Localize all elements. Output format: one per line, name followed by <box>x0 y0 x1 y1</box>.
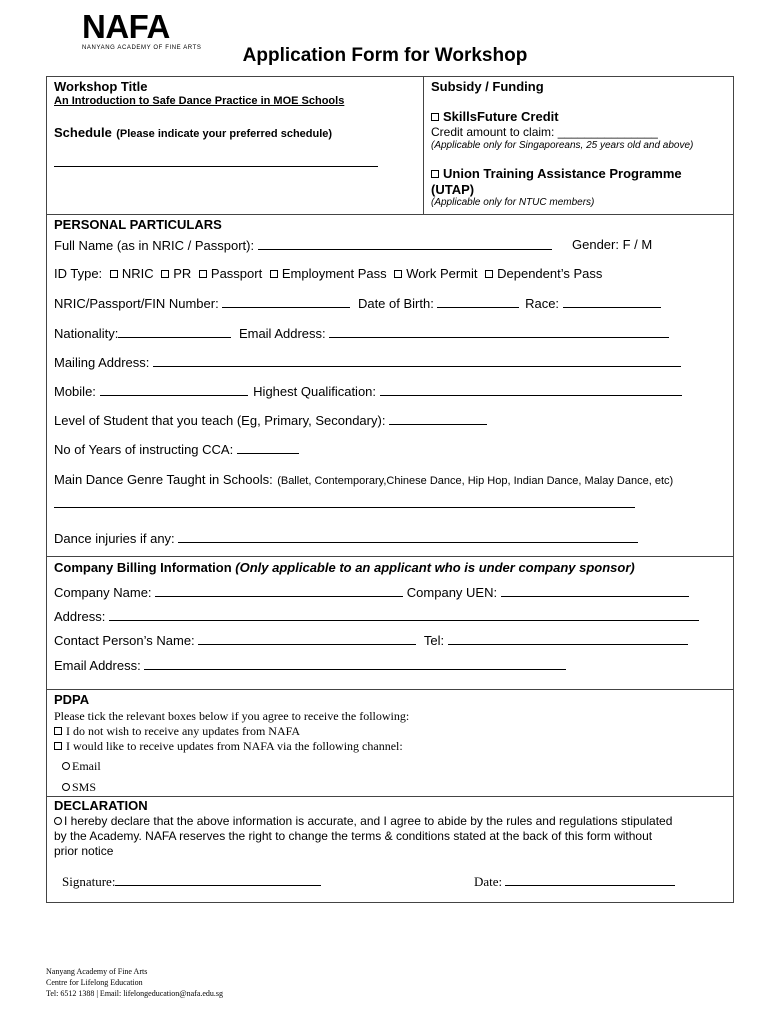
billing-heading-row <box>54 560 635 575</box>
dependents-pass-checkbox[interactable] <box>485 270 493 278</box>
full-name-row <box>54 237 552 253</box>
pdpa-opt-updates-label: I would like to receive updates from NAFA via the following channel: <box>66 739 403 753</box>
contact-field[interactable] <box>198 632 416 645</box>
section-divider-declaration <box>46 796 734 797</box>
skillsfuture-label: SkillsFuture Credit <box>443 109 559 124</box>
date-field[interactable] <box>505 873 675 886</box>
pdpa-heading: PDPA <box>54 692 90 707</box>
mobile-field[interactable] <box>100 383 248 396</box>
email-radio[interactable] <box>62 762 70 770</box>
pdpa-channel-sms[interactable] <box>62 780 96 795</box>
nric-label: NRIC <box>121 266 154 281</box>
billing-address-label: Address: <box>54 609 106 624</box>
id-option-employment-pass[interactable] <box>270 266 387 281</box>
mailing-field[interactable] <box>153 354 681 367</box>
logo-tagline: NANYANG ACADEMY OF FINE ARTS <box>82 45 202 51</box>
pdpa-opt-none[interactable] <box>54 724 300 739</box>
nric-checkbox[interactable] <box>110 270 118 278</box>
header-divider <box>423 76 424 214</box>
footer-line1: Nanyang Academy of Fine Arts <box>46 967 148 976</box>
years-cca-row <box>54 441 299 457</box>
email-label: Email Address: <box>238 326 326 341</box>
credit-amount-field[interactable]: Credit amount to claim: _______________ <box>431 125 658 139</box>
billing-email-row <box>54 657 566 673</box>
student-level-field[interactable] <box>389 412 487 425</box>
pdpa-opt-updates-checkbox[interactable] <box>54 742 62 750</box>
nric-number-field[interactable] <box>222 295 350 308</box>
employment-pass-label: Employment Pass <box>281 266 387 281</box>
work-permit-checkbox[interactable] <box>394 270 402 278</box>
pdpa-intro: Please tick the relevant boxes below if you agree to receive the following: <box>54 709 410 723</box>
email-field[interactable] <box>329 325 669 338</box>
id-type-row <box>54 266 602 281</box>
injuries-row <box>54 530 638 546</box>
utap-note: (Applicable only for NTUC members) <box>431 197 595 208</box>
contact-label: Contact Person’s Name: <box>54 633 195 648</box>
qualification-field[interactable] <box>380 383 682 396</box>
utap-checkbox[interactable] <box>431 170 439 178</box>
section-divider-pdpa <box>46 689 734 690</box>
mailing-label: Mailing Address: <box>54 355 150 370</box>
company-row <box>54 584 689 600</box>
logo-wordmark: NAFA <box>82 8 170 45</box>
billing-heading: Company Billing Information <box>54 560 232 575</box>
injuries-label: Dance injuries if any: <box>54 531 175 546</box>
workshop-title-value: An Introduction to Safe Dance Practice in MOE Schools <box>54 95 345 107</box>
signature-field[interactable] <box>115 873 321 886</box>
tel-label: Tel: <box>423 633 445 648</box>
full-name-label: Full Name (as in NRIC / Passport): <box>54 238 255 253</box>
footer <box>46 966 223 999</box>
student-level-row <box>54 412 487 428</box>
qualification-label: Highest Qualification: <box>253 384 377 399</box>
dependents-pass-label: Dependent’s Pass <box>497 266 603 281</box>
pr-checkbox[interactable] <box>161 270 169 278</box>
declaration-text-1: I hereby declare that the above information is accurate, and I agree to abide by the rules and regulations stipulated <box>64 814 673 828</box>
date-label: Date: <box>474 874 503 889</box>
gender-field[interactable]: Gender: F / M <box>572 237 653 252</box>
id-option-passport[interactable] <box>199 266 262 281</box>
declaration-line1[interactable] <box>54 814 672 828</box>
company-uen-label: Company UEN: <box>406 585 498 600</box>
nationality-row <box>54 325 669 341</box>
section-divider-personal <box>46 214 734 215</box>
schedule-hint: (Please indicate your preferred schedule) <box>116 128 333 140</box>
company-uen-field[interactable] <box>501 584 689 597</box>
nationality-label: Nationality: <box>54 326 119 341</box>
id-option-work-permit[interactable] <box>394 266 477 281</box>
id-option-dependents-pass[interactable] <box>485 266 602 281</box>
billing-address-field[interactable] <box>109 608 699 621</box>
pdpa-channel-email[interactable] <box>62 759 101 774</box>
declaration-radio[interactable] <box>54 817 62 825</box>
dance-genre-row <box>54 471 673 489</box>
pr-label: PR <box>173 266 192 281</box>
race-label: Race: <box>525 296 560 311</box>
utap-option[interactable] <box>431 166 682 181</box>
id-option-nric[interactable] <box>110 266 154 281</box>
billing-note: (Only applicable to an applicant who is under company sponsor) <box>235 560 635 575</box>
signature-row <box>62 873 321 890</box>
mobile-row <box>54 383 682 399</box>
contact-row <box>54 632 688 648</box>
declaration-heading: DECLARATION <box>54 798 148 813</box>
schedule-field[interactable] <box>54 154 378 167</box>
sms-radio[interactable] <box>62 783 70 791</box>
date-row <box>474 873 675 890</box>
race-field[interactable] <box>563 295 661 308</box>
dance-genre-label: Main Dance Genre Taught in Schools: <box>54 472 273 487</box>
dance-genre-examples: (Ballet, Contemporary,Chinese Dance, Hip Hop, Indian Dance, Malay Dance, etc) <box>277 475 674 487</box>
nric-number-row <box>54 295 661 311</box>
dance-genre-field[interactable] <box>54 495 635 508</box>
declaration-text-2: by the Academy. NAFA reserves the right to change the terms & conditions stated at the back of this form without <box>54 829 653 843</box>
billing-email-field[interactable] <box>144 657 566 670</box>
dob-label: Date of Birth: <box>357 296 434 311</box>
page-title: Application Form for Workshop <box>242 45 528 66</box>
full-name-field[interactable] <box>258 237 552 250</box>
id-option-pr[interactable] <box>161 266 191 281</box>
dob-field[interactable] <box>437 295 519 308</box>
declaration-text-3: prior notice <box>54 844 114 858</box>
mailing-row <box>54 354 681 370</box>
schedule-label: Schedule <box>54 125 112 140</box>
signature-label: Signature: <box>62 874 116 889</box>
nric-number-label: NRIC/Passport/FIN Number: <box>54 296 219 311</box>
nationality-field[interactable] <box>118 325 231 338</box>
section-divider-billing <box>46 556 734 557</box>
schedule-label-row <box>54 124 332 142</box>
years-cca-label: No of Years of instructing CCA: <box>54 442 234 457</box>
personal-heading: PERSONAL PARTICULARS <box>54 217 222 232</box>
form-frame <box>46 76 734 903</box>
pdpa-opt-none-checkbox[interactable] <box>54 727 62 735</box>
footer-line3: Tel: 6512 1388 | Email: lifelongeducation@nafa.edu.sg <box>46 989 224 998</box>
pdpa-opt-none-label: I do not wish to receive any updates from NAFA <box>66 724 301 738</box>
utap-label-line2: (UTAP) <box>431 182 475 197</box>
skillsfuture-option[interactable] <box>431 109 559 124</box>
subsidy-heading: Subsidy / Funding <box>431 79 544 94</box>
injuries-field[interactable] <box>178 530 638 543</box>
skillsfuture-note: (Applicable only for Singaporeans, 25 years old and above) <box>431 140 694 151</box>
years-cca-field[interactable] <box>237 441 299 454</box>
channel-email-label: Email <box>72 759 101 773</box>
tel-field[interactable] <box>448 632 688 645</box>
billing-email-label: Email Address: <box>54 658 141 673</box>
billing-address-row <box>54 608 699 624</box>
utap-label-line1: Union Training Assistance Programme <box>443 166 682 181</box>
skillsfuture-checkbox[interactable] <box>431 113 439 121</box>
passport-label: Passport <box>210 266 263 281</box>
company-name-field[interactable] <box>155 584 403 597</box>
passport-checkbox[interactable] <box>199 270 207 278</box>
mobile-label: Mobile: <box>54 384 96 399</box>
employment-pass-checkbox[interactable] <box>270 270 278 278</box>
work-permit-label: Work Permit <box>406 266 478 281</box>
pdpa-opt-updates[interactable] <box>54 739 403 754</box>
channel-sms-label: SMS <box>72 780 97 794</box>
footer-line2: Centre for Lifelong Education <box>46 978 143 987</box>
student-level-label: Level of Student that you teach (Eg, Primary, Secondary): <box>54 413 386 428</box>
workshop-title-label: Workshop Title <box>54 79 148 94</box>
company-name-label: Company Name: <box>54 585 152 600</box>
id-type-label: ID Type: <box>54 266 103 281</box>
